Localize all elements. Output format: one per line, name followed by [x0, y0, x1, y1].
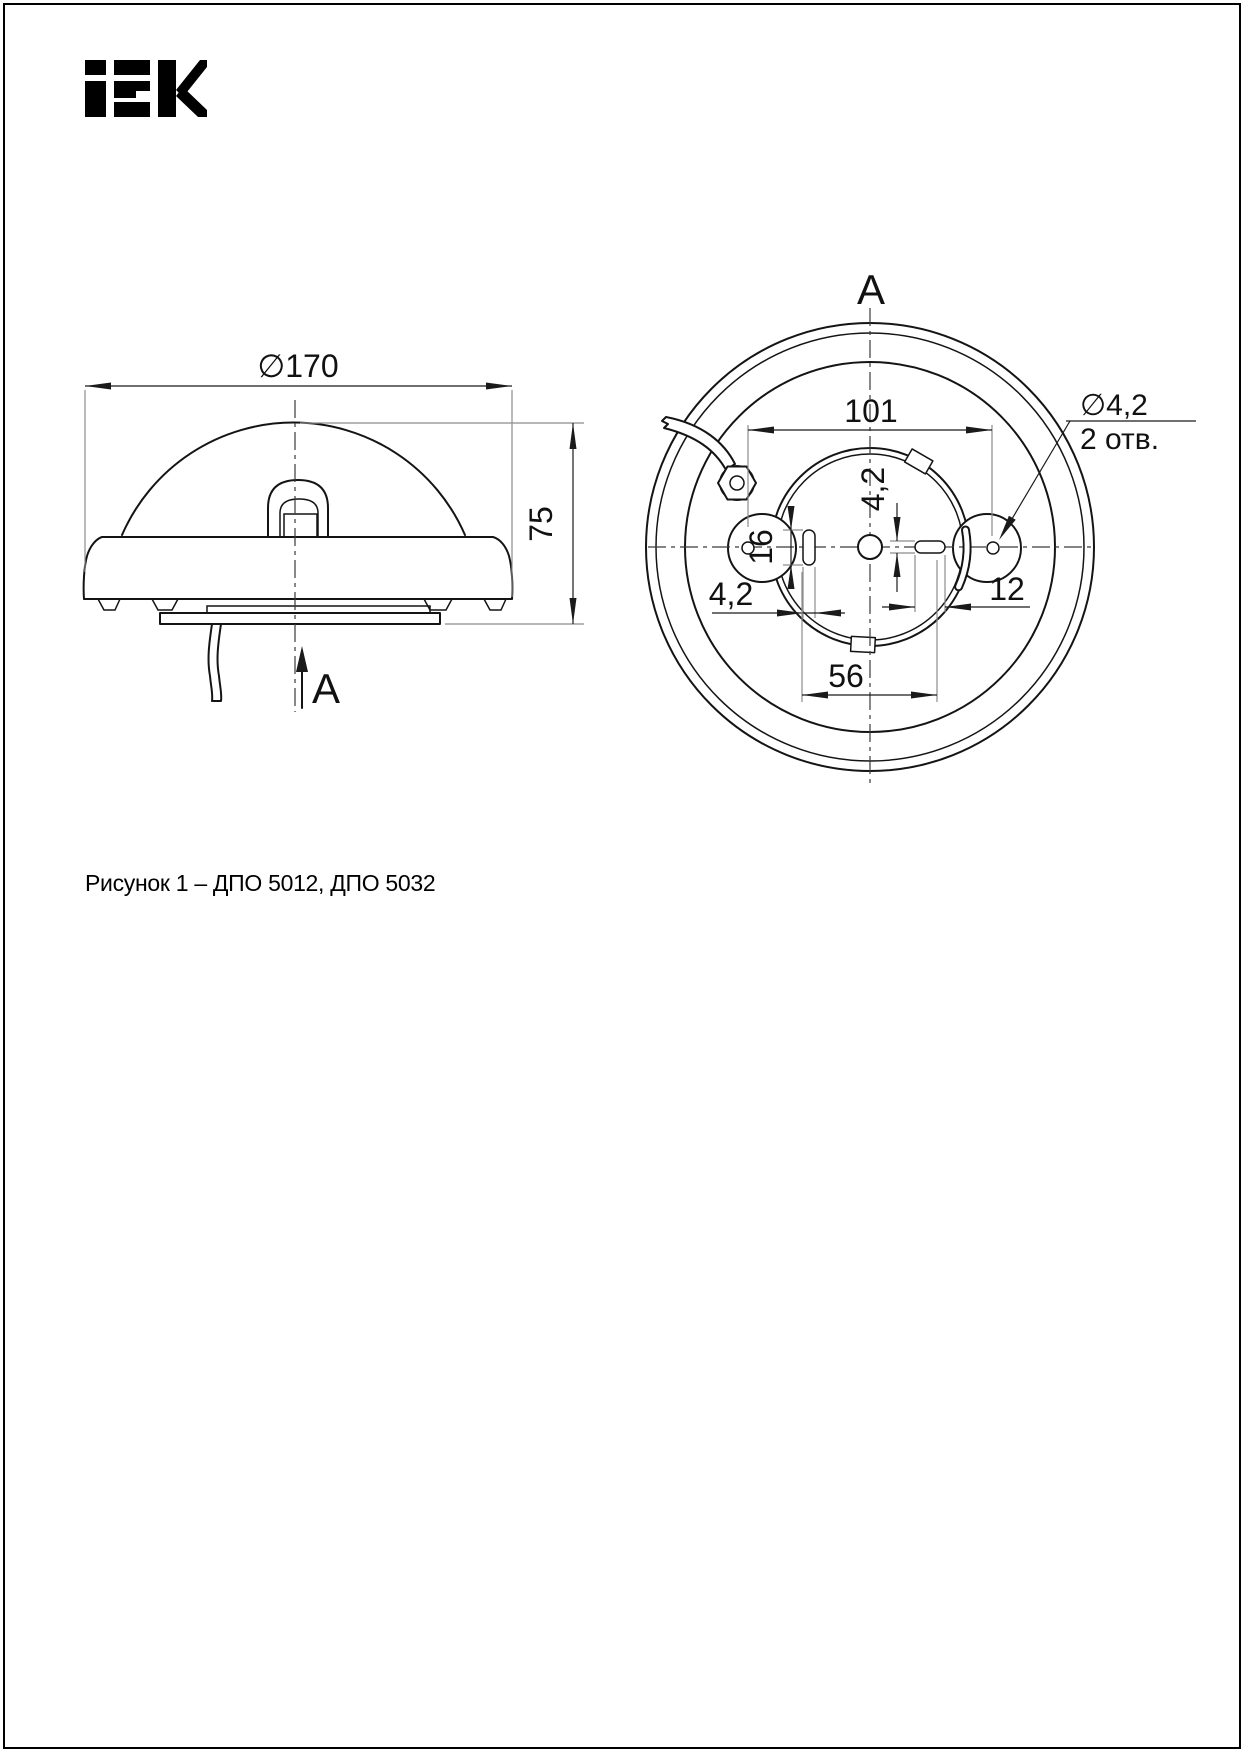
gland-cable-end — [730, 476, 744, 490]
figure-caption: Рисунок 1 – ДПО 5012, ДПО 5032 — [85, 870, 436, 896]
arrowhead — [748, 427, 774, 434]
foot — [98, 599, 120, 610]
arrowhead — [570, 423, 577, 449]
arrowhead — [894, 517, 901, 541]
ring-notch — [851, 636, 876, 652]
dim-height-label: 75 — [523, 506, 559, 542]
arrowhead — [894, 553, 901, 577]
dome-outline — [122, 423, 465, 535]
dim-56-label: 56 — [828, 658, 864, 694]
dim-101-label: 101 — [844, 393, 898, 429]
knob-outer — [268, 480, 328, 536]
arrowhead — [815, 610, 841, 617]
left-slot — [803, 530, 815, 565]
center-hole — [858, 535, 882, 559]
mount-hole-right — [987, 542, 999, 554]
base-strip — [207, 606, 430, 613]
body-outline — [84, 537, 513, 599]
knob-inner — [280, 499, 318, 536]
section-label: A — [311, 665, 341, 712]
dim-16-label: 16 — [743, 529, 779, 565]
right-slot — [915, 541, 945, 553]
dim-42-center-label: 4,2 — [855, 466, 891, 512]
dim-42-left-label: 4,2 — [708, 576, 754, 612]
foot — [424, 599, 452, 610]
arrowhead — [85, 383, 111, 390]
arrowhead — [911, 692, 937, 699]
hole-count-label: 2 отв. — [1080, 423, 1160, 456]
hole-diameter-label: ∅4,2 — [1080, 389, 1148, 422]
knob-detail — [284, 514, 317, 537]
side-view — [84, 348, 584, 712]
foot — [152, 599, 178, 610]
dim-12-label: 12 — [989, 571, 1025, 607]
cable — [209, 624, 222, 701]
arrowhead — [802, 692, 828, 699]
mounting-plate — [160, 613, 440, 624]
foot — [484, 599, 506, 610]
arrowhead — [889, 604, 915, 611]
arrowhead — [486, 383, 512, 390]
dim-diameter-label: ∅170 — [257, 348, 339, 384]
view-a-label: A — [856, 266, 886, 313]
view-a — [646, 266, 1196, 786]
arrowhead — [570, 598, 577, 624]
arrowhead — [966, 427, 992, 434]
ring-notch — [905, 449, 933, 474]
arrowhead — [945, 604, 971, 611]
leader-line — [1003, 421, 1070, 534]
section-arrowhead — [296, 646, 308, 672]
